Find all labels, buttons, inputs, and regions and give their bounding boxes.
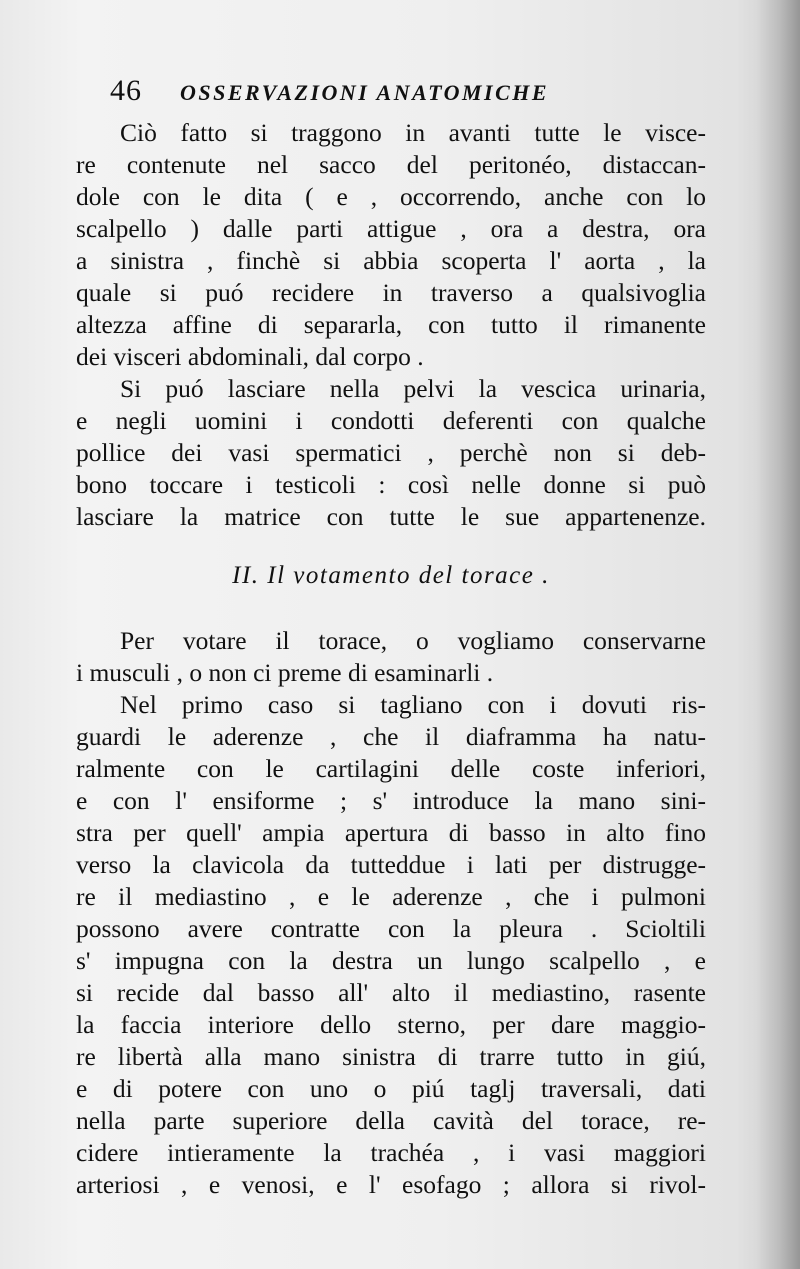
text-line: re il mediastino , e le aderenze , che i pulmoni [76, 882, 706, 911]
text-line: Nel primo caso si tagliano con i dovuti ris- [120, 690, 706, 719]
running-head: OSSERVAZIONI ANATOMICHE [180, 80, 550, 105]
section-heading: II. Il votamento del torace . [232, 562, 550, 589]
text-line: pollice dei vasi spermatici , perchè non si deb- [76, 438, 706, 467]
text-line: nella parte superiore della cavità del torace, re- [76, 1106, 706, 1135]
text-line: re libertà alla mano sinistra di trarre tutto in giú, [76, 1042, 706, 1071]
text-line: dole con le dita ( e , occorrendo, anche con lo [76, 182, 706, 211]
text-line: Per votare il torace, o vogliamo conservarne [120, 626, 706, 655]
text-line: re contenute nel sacco del peritonéo, distaccan- [76, 150, 706, 179]
text-line: possono avere contratte con la pleura . Scioltili [76, 914, 706, 943]
page-number: 46 [110, 74, 142, 107]
text-line: la faccia interiore dello sterno, per dare maggio- [76, 1010, 706, 1039]
text-line: verso la clavicola da tutteddue i lati per distrugge- [76, 850, 706, 879]
text-line: altezza affine di separarla, con tutto il rimanente [76, 310, 706, 339]
text-line: dei visceri abdominali, dal corpo . [76, 342, 424, 371]
text-line: quale si puó recidere in traverso a qualsivoglia [76, 278, 706, 307]
text-line: e negli uomini i condotti deferenti con qualche [76, 406, 706, 435]
text-line: arteriosi , e venosi, e l' esofago ; allora si rivol- [76, 1170, 706, 1199]
text-line: si recide dal basso all' alto il mediastino, rasente [76, 978, 706, 1007]
text-line: Ciò fatto si traggono in avanti tutte le visce- [120, 118, 706, 147]
text-line: s' impugna con la destra un lungo scalpello , e [76, 946, 706, 975]
text-line: cidere intieramente la trachéa , i vasi maggiori [76, 1138, 706, 1167]
text-line: ralmente con le cartilagini delle coste inferiori, [76, 754, 706, 783]
text-line: stra per quell' ampia apertura di basso in alto fino [76, 818, 706, 847]
text-line: e di potere con uno o piú taglj traversali, dati [76, 1074, 706, 1103]
page-header [110, 74, 630, 114]
text-line: bono toccare i testicoli : così nelle donne si può [76, 470, 706, 499]
text-line: a sinistra , finchè si abbia scoperta l' aorta , la [76, 246, 706, 275]
text-line: scalpello ) dalle parti attigue , ora a destra, ora [76, 214, 706, 243]
text-line: e con l' ensiforme ; s' introduce la mano sini- [76, 786, 706, 815]
text-line: lasciare la matrice con tutte le sue appartenenze. [76, 502, 706, 531]
page-edge-shadow [756, 0, 800, 1269]
text-line: guardi le aderenze , che il diaframma ha natu- [76, 722, 706, 751]
text-line: Si puó lasciare nella pelvi la vescica urinaria, [120, 374, 706, 403]
text-line: i musculi , o non ci preme di esaminarli . [76, 658, 494, 687]
